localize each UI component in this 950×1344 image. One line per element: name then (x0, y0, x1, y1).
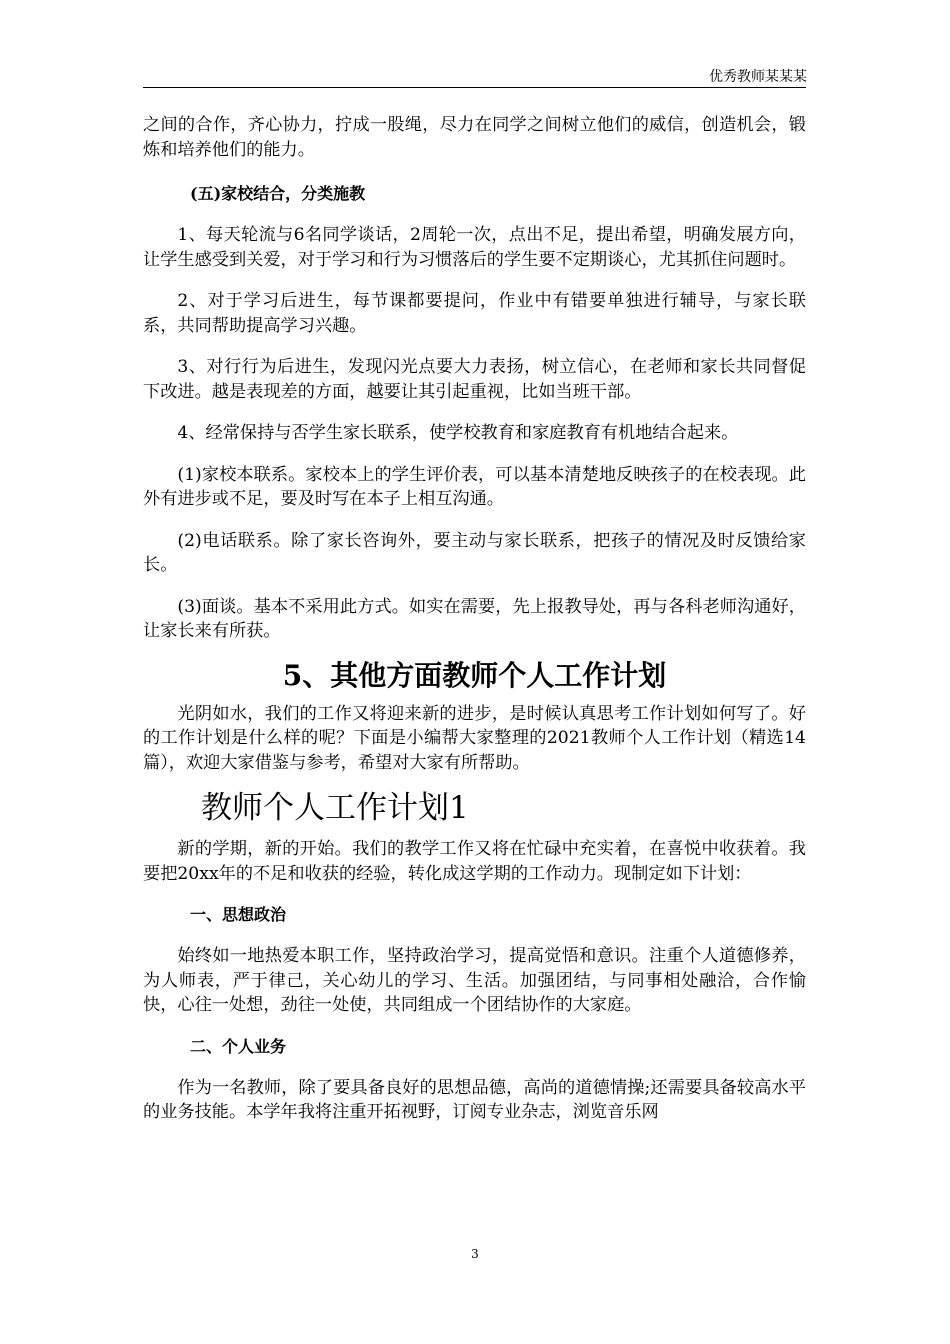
paragraph-sub-1: (1)家校本联系。家校本上的学生评价表，可以基本清楚地反映孩子的在校表现。此外有进步或不足，要及时写在本子上相互沟通。 (143, 464, 806, 509)
paragraph-sub-3: (3)面谈。基本不采用此方式。如实在需要，先上报教导处，再与各科老师沟通好，让家长来有所获。 (143, 596, 806, 641)
paragraph-ideology: 始终如一地热爱本职工作，坚持政治学习，提高觉悟和意识。注重个人道德修养，为人师表，严于律己，关心幼儿的学习、生活。加强团结，与同事相处融洽，合作愉快，心往一处想，劲往一处使，共同组成一个团结协作的大家庭。 (143, 946, 806, 1015)
paragraph-item-1: 1、每天轮流与6名同学谈话，2周轮一次，点出不足，提出希望，明确发展方向，让学生感受到关爱，对于学习和行为习惯落后的学生要不定期谈心，尤其抓住问题时。 (143, 225, 806, 270)
subheading-home-school: (五)家校结合，分类施教 (190, 184, 366, 203)
paragraph-item-3: 3、对行行为后进生，发现闪光点要大力表扬，树立信心，在老师和家长共同督促下改进。越是表现差的方面，越要让其引起重视，比如当班干部。 (143, 357, 806, 402)
paragraph-item-2: 2、对于学习后进生，每节课都要提问，作业中有错要单独进行辅导，与家长联系，共同帮助提高学习兴趣。 (143, 291, 806, 336)
paragraph-continued: 之间的合作，齐心协力，拧成一股绳，尽力在同学之间树立他们的威信，创造机会，锻炼和培养他们的能力。 (143, 115, 806, 160)
paragraph-plan-intro: 新的学期，新的开始。我们的教学工作又将在忙碌中充实着，在喜悦中收获着。我要把20xx年的不足和收获的经验，转化成这学期的工作动力。现制定如下计划： (143, 839, 806, 884)
paragraph-item-4: 4、经常保持与否学生家长联系，使学校教育和家庭教育有机地结合起来。 (177, 423, 739, 443)
section-heading: 5、其他方面教师个人工作计划 (282, 658, 667, 692)
page-content (143, 113, 806, 1125)
subheading-personal-work: 二、个人业务 (190, 1036, 287, 1056)
plan-title: 教师个人工作计划1 (201, 790, 469, 826)
paragraph-sub-2: (2)电话联系。除了家长咨询外，要主动与家长联系，把孩子的情况及时反馈给家长。 (143, 530, 806, 575)
paragraph-intro: 光阴如水，我们的工作又将迎来新的进步，是时候认真思考工作计划如何写了。好的工作计划是什么样的呢？下面是小编帮大家整理的2021教师个人工作计划（精选14篇），欢迎大家借鉴与参考，希望对大家有所帮助。 (143, 703, 806, 773)
paragraph-personal-work: 作为一名教师，除了要具备良好的思想品德，高尚的道德情操;还需要具备较高水平的业务技能。本学年我将注重开拓视野，订阅专业杂志，浏览音乐网 (143, 1077, 806, 1122)
running-header: 优秀教师某某某 (709, 69, 807, 85)
header-rule (143, 87, 806, 88)
subheading-ideology: 一、思想政治 (190, 905, 287, 924)
page-number: 3 (471, 1247, 479, 1261)
